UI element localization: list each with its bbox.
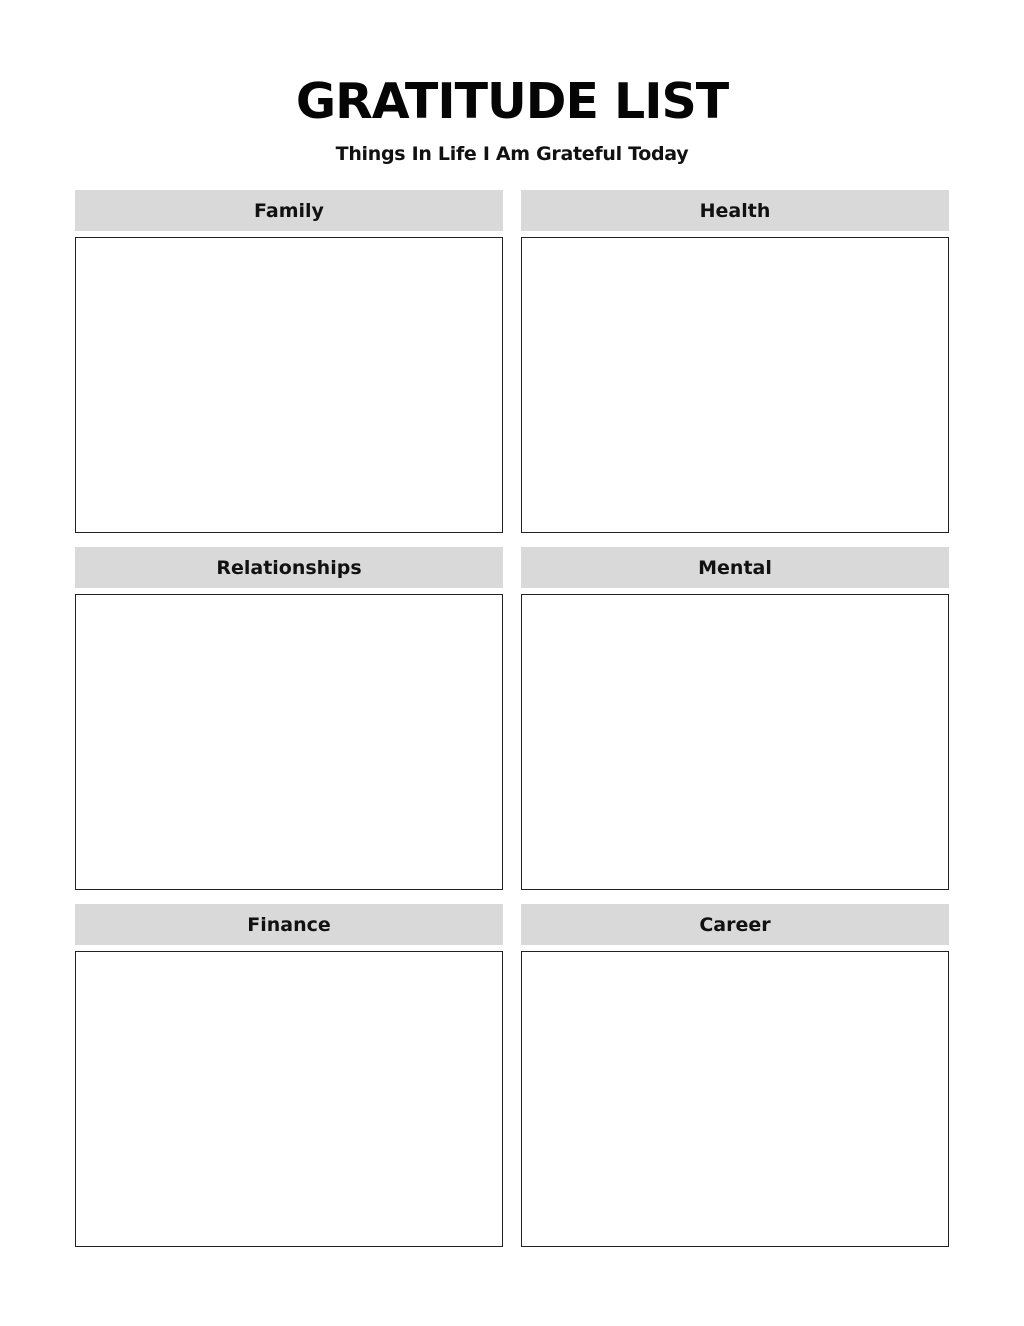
section-relationships bbox=[75, 547, 503, 890]
section-header-family: Family bbox=[75, 190, 503, 231]
section-header-career: Career bbox=[521, 904, 949, 945]
gratitude-grid bbox=[75, 190, 949, 1247]
writing-area-career[interactable] bbox=[521, 951, 949, 1247]
section-health bbox=[521, 190, 949, 533]
section-header-mental: Mental bbox=[521, 547, 949, 588]
writing-area-family[interactable] bbox=[75, 237, 503, 533]
section-family bbox=[75, 190, 503, 533]
section-header-health: Health bbox=[521, 190, 949, 231]
page-title: GRATITUDE LIST bbox=[295, 73, 729, 130]
page-subtitle: Things In Life I Am Grateful Today bbox=[335, 143, 689, 165]
writing-area-health[interactable] bbox=[521, 237, 949, 533]
section-header-finance: Finance bbox=[75, 904, 503, 945]
writing-area-relationships[interactable] bbox=[75, 594, 503, 890]
writing-area-mental[interactable] bbox=[521, 594, 949, 890]
section-header-relationships: Relationships bbox=[75, 547, 503, 588]
writing-area-finance[interactable] bbox=[75, 951, 503, 1247]
section-mental bbox=[521, 547, 949, 890]
section-career bbox=[521, 904, 949, 1247]
section-finance bbox=[75, 904, 503, 1247]
